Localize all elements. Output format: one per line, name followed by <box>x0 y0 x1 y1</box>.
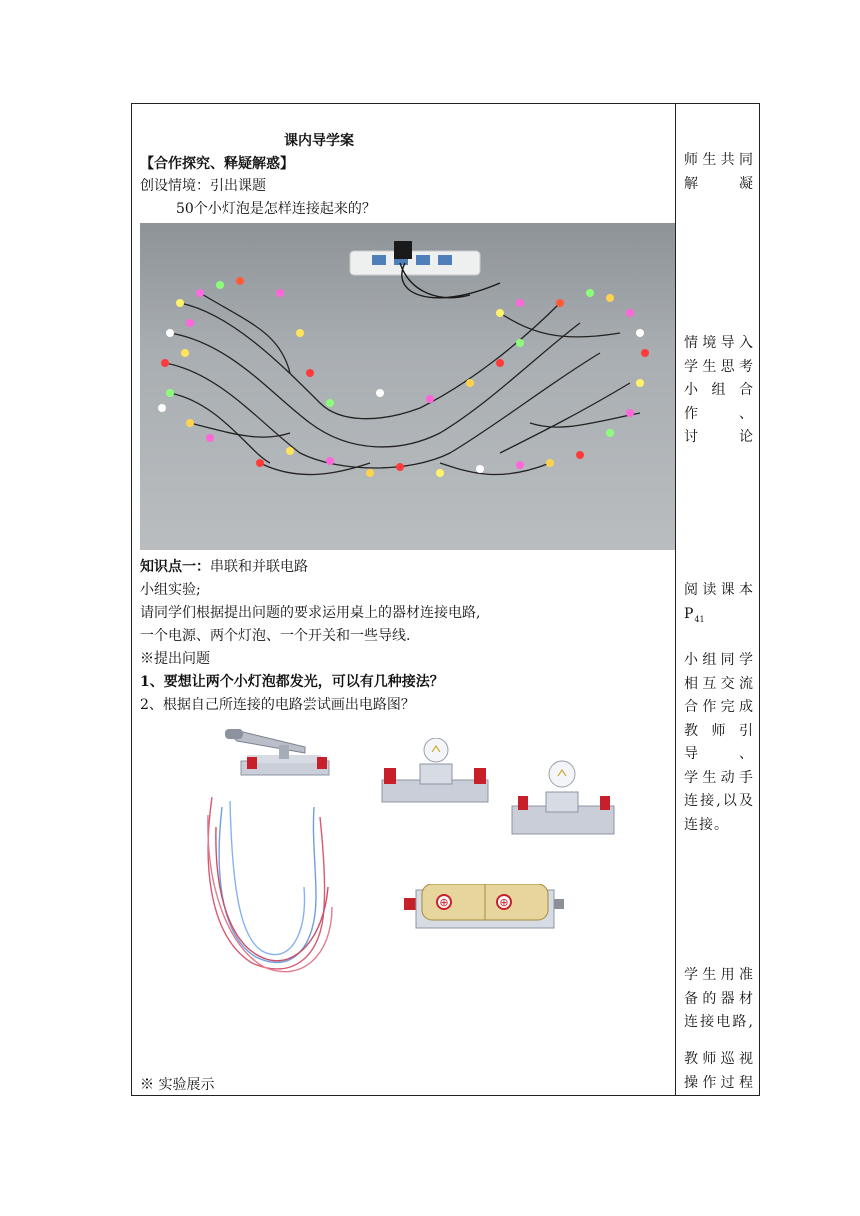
scenario-text: 创设情境：引出课题 <box>140 178 266 194</box>
note-line: 备的器材 <box>684 990 754 1007</box>
question-2: 2、根据自己所连接的电路尝试画出电路图？ <box>140 697 415 713</box>
note-student-connect <box>684 964 754 1035</box>
note-line: 连接。 <box>684 816 729 833</box>
battery-plus-symbol-1: ⊕ <box>439 896 449 909</box>
lesson-table <box>131 103 760 1096</box>
note-line: 教师巡视 <box>684 1051 754 1067</box>
note-line: 情境导入 <box>684 335 754 351</box>
page-prefix: P <box>684 605 695 622</box>
note-scenario <box>684 332 754 450</box>
group-experiment: 小组实验; <box>140 582 201 598</box>
note-line: 连接电路, <box>684 1014 754 1030</box>
note-teacher-student <box>684 149 754 196</box>
page-reference <box>684 603 754 631</box>
note-line: 解凝 <box>684 175 754 192</box>
knowledge-label: 知识点一： <box>140 559 210 575</box>
bulb-holder-2-illustration <box>510 760 618 840</box>
experiment-demo: ※ 实验展示 <box>140 1077 215 1093</box>
instruction-line-2: 一个电源、两个灯泡、一个开关和一些导线. <box>140 628 411 644</box>
note-teacher-patrol <box>684 1048 754 1095</box>
knowledge-point <box>140 557 308 577</box>
note-line: 师生共同 <box>684 152 754 168</box>
knowledge-topic: 串联和并联电路 <box>210 559 308 575</box>
note-line: 连接,以及 <box>684 793 754 809</box>
instruction-line-1: 请同学们根据提出问题的要求运用桌上的器材连接电路, <box>140 605 481 621</box>
note-line: 学生用准 <box>684 967 754 983</box>
note-line: 操作过程 <box>684 1074 754 1091</box>
note-line: 阅读课本 <box>684 582 754 598</box>
raise-question: ※提出问题 <box>140 651 210 667</box>
note-line: 讨论 <box>684 429 754 445</box>
string-lights-illustration <box>140 223 675 550</box>
section-heading: 【合作探究、释疑解惑】 <box>140 156 294 172</box>
lesson-title: 课内导学案 <box>284 133 354 149</box>
note-group-exchange <box>684 649 754 837</box>
string-lights-photo <box>140 223 675 550</box>
column-divider <box>675 104 676 1095</box>
page-number: 41 <box>694 614 705 624</box>
note-line: 学生思考 <box>684 358 754 375</box>
note-line: 学生动手 <box>684 769 754 786</box>
note-line: 教师引导、 <box>684 722 754 762</box>
note-line: 小组同学 <box>684 652 754 668</box>
note-read-textbook <box>684 579 754 631</box>
battery-plus-symbol-2: ⊕ <box>499 896 509 909</box>
note-line: 合作完成 <box>684 699 754 715</box>
bulb-holder-1-illustration <box>380 738 492 808</box>
wire-bundle-illustration <box>192 787 344 985</box>
knife-switch-illustration <box>225 723 335 781</box>
note-line: 小组合作、 <box>684 382 754 422</box>
battery-holder-illustration <box>400 884 570 932</box>
note-line: 相互交流 <box>684 675 754 692</box>
question-text: 50个小灯泡是怎样连接起来的？ <box>176 201 376 217</box>
question-1: 1、要想让两个小灯泡都发光，可以有几种接法？ <box>140 674 444 690</box>
